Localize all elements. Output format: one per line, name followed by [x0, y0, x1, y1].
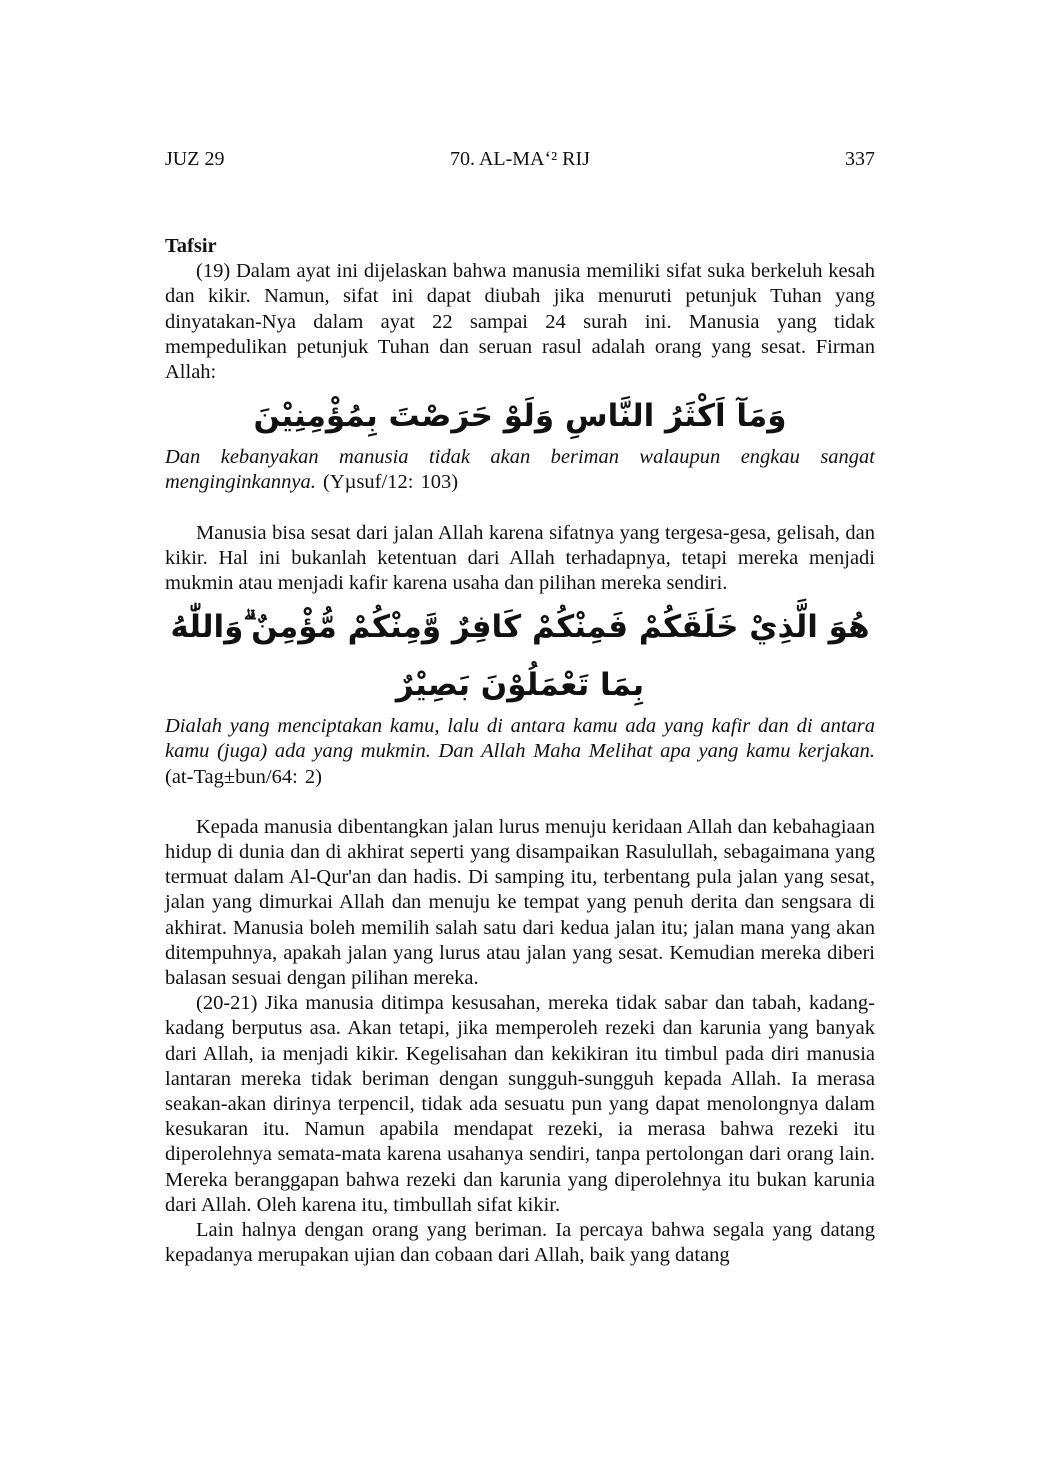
translation-text: Dialah yang menciptakan kamu, lalu di antara kamu ada yang kafir dan di antara kamu (juga) ada yang mukmin. Dan Allah Maha Melihat apa yang kamu kerjakan. — [165, 715, 875, 763]
paragraph-19: (19) Dalam ayat ini dijelaskan bahwa manusia memiliki sifat suka berkeluh kesah dan kikir. Namun, sifat ini dapat diubah jika menuruti petunjuk Tuhan yang dinyatakan-Nya dalam ayat 22 sampai 24 surah ini. Manusia yang tidak mempedulikan petunjuk Tuhan dan seruan rasul adalah orang yang sesat. Firman Allah: — [165, 260, 875, 384]
juz-label: JUZ 29 — [165, 148, 225, 170]
paragraph-20-21: (20-21) Jika manusia ditimpa kesusahan, mereka tidak sabar dan tabah, kadang-kadang berputus asa. Akan tetapi, jika memperoleh rezeki dan karunia yang banyak dari Allah, ia menjadi kikir. Kegelisahan dan kekikiran itu timbul pada diri manusia lantaran mereka tidak beriman dengan sungguh-sungguh kepada Allah. Ia merasa seakan-akan dirinya terpencil, tidak ada sesuatu pun yang dapat menolongnya dalam kesukaran itu. Namun apabila mendapat rezeki, ia merasa bahwa rezeki itu diperolehnya semata-mata karena usahanya sendiri, tanpa pertolongan dari orang lain. Mereka beranggapan bahwa rezeki dan karunia yang diperolehnya itu bukan karunia dari Allah. Oleh karena itu, timbullah sifat kikir. — [165, 992, 875, 1216]
arabic-verse-tagabun: هُوَ الَّذِيْ خَلَقَكُمْ فَمِنْكُمْ كَافِرٌ وَّمِنْكُمْ مُّؤْمِنٌ ۗوَاللّٰهُ بِمَا تَعْمَلُوْنَ بَصِيْرٌ — [170, 609, 870, 704]
paragraph-2: Manusia bisa sesat dari jalan Allah karena sifatnya yang tergesa-gesa, gelisah, dan kikir. Hal ini bukanlah ketentuan dari Allah terhadapnya, tetapi mereka menjadi mukmin atau menjadi kafir karena usaha dan pilihan mereka sendiri. — [165, 521, 875, 595]
surah-title: 70. AL-MA‘² RIJ — [450, 148, 590, 170]
verse-reference: (Yµsuf/12: 103) — [323, 471, 459, 494]
page-header — [165, 146, 875, 172]
paragraph-3: Kepada manusia dibentangkan jalan lurus menuju keridaan Allah dan kebahagiaan hidup di dunia dan di akhirat seperti yang disampaikan Rasulullah, sebagaimana yang termuat dalam Al-Qur'an dan hadis. Di samping itu, terbentang pula jalan yang sesat, jalan yang dimurkai Allah dan menuju ke tempat yang penuh derita dan sengsara di akhirat. Manusia boleh memilih salah satu dari kedua jalan itu; jalan mana yang akan ditempuhnya, apakah jalan yang lurus atau jalan yang sesat. Kemudian mereka diberi balasan sesuai dengan pilihan mereka. — [165, 815, 875, 990]
translation-tagabun — [165, 714, 875, 790]
verse-reference: (at-Tag±bun/64: 2) — [165, 765, 322, 788]
translation-yusuf — [165, 445, 875, 495]
spacer — [165, 496, 875, 521]
page-body — [165, 234, 875, 1269]
paragraph-5: Lain halnya dengan orang yang beriman. Ia percaya bahwa segala yang datang kepadanya merupakan ujian dan cobaan dari Allah, baik yang datang — [165, 1219, 875, 1267]
arabic-verse-yusuf: وَمَآ اَكْثَرُ النَّاسِ وَلَوْ حَرَصْتَ بِمُؤْمِنِيْنَ — [253, 398, 787, 435]
translation-text: Dan kebanyakan manusia tidak akan beriman walaupun engkau sangat menginginkannya. — [165, 446, 875, 494]
spacer — [165, 790, 875, 815]
section-heading: Tafsir — [165, 235, 217, 257]
page-number: 337 — [845, 148, 875, 170]
